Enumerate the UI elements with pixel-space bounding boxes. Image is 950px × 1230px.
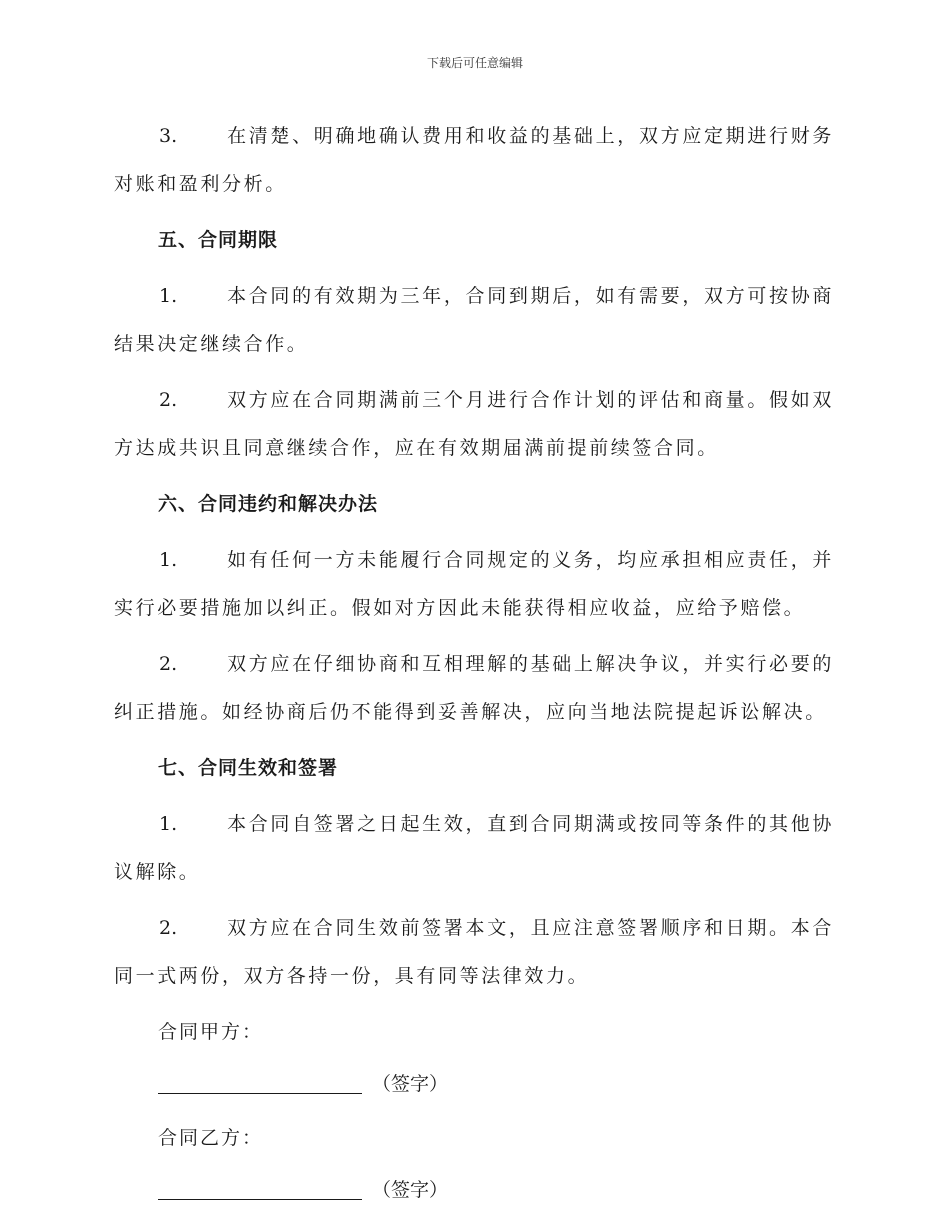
clause-number: 3. (159, 125, 178, 147)
clause-text: 双方应在合同生效前签署本文，且应注意签署顺序和日期。本合同一式两份，双方各持一份，具有同等法律效力。 (114, 917, 834, 987)
clause-number: 1. (159, 549, 178, 571)
clause-text: 本合同自签署之日起生效，直到合同期满或按同等条件的其他协议解除。 (114, 813, 834, 883)
clause-number: 1. (159, 285, 178, 307)
clause-number: 1. (159, 813, 178, 835)
clause-text: 本合同的有效期为三年，合同到期后，如有需要，双方可按协商结果决定继续合作。 (114, 285, 834, 355)
clause-text: 如有任何一方未能履行合同规定的义务，均应承担相应责任，并实行必要措施加以纠正。假如对方因此未能获得相应收益，应给予赔偿。 (114, 549, 834, 619)
party-a-signature-line (158, 1075, 362, 1094)
page-header: 下载后可任意编辑 (426, 56, 523, 70)
party-b-label: 合同乙方： (158, 1127, 264, 1149)
clause-text: 双方应在仔细协商和互相理解的基础上解决争议，并实行必要的纠正措施。如经协商后仍不能得到妥善解决，应向当地法院提起诉讼解决。 (114, 653, 834, 723)
party-b-sign-suffix: （签字） (372, 1179, 449, 1201)
party-a-label: 合同甲方： (158, 1021, 264, 1043)
clause-item (114, 112, 834, 208)
party-a-signature-row (158, 1060, 834, 1108)
party-b-signature-line (158, 1181, 362, 1200)
clause-number: 2. (159, 389, 178, 411)
section-heading: 五、合同期限 (158, 229, 279, 251)
clause-number: 2. (159, 653, 178, 675)
clause-item (114, 904, 834, 1000)
contract-body (114, 112, 834, 1220)
section-heading: 七、合同生效和签署 (158, 757, 339, 779)
clause-item (114, 376, 834, 472)
clause-text: 在清楚、明确地确认费用和收益的基础上，双方应定期进行财务对账和盈利分析。 (114, 125, 834, 195)
party-a-sign-suffix: （签字） (372, 1073, 449, 1095)
clause-text: 双方应在合同期满前三个月进行合作计划的评估和商量。假如双方达成共识且同意继续合作，应在有效期届满前提前续签合同。 (114, 389, 834, 459)
clause-item (114, 800, 834, 896)
clause-number: 2. (159, 917, 178, 939)
clause-item (114, 536, 834, 632)
clause-item (114, 272, 834, 368)
party-b-signature-row (158, 1166, 834, 1214)
clause-item (114, 640, 834, 736)
section-heading: 六、合同违约和解决办法 (158, 493, 379, 515)
